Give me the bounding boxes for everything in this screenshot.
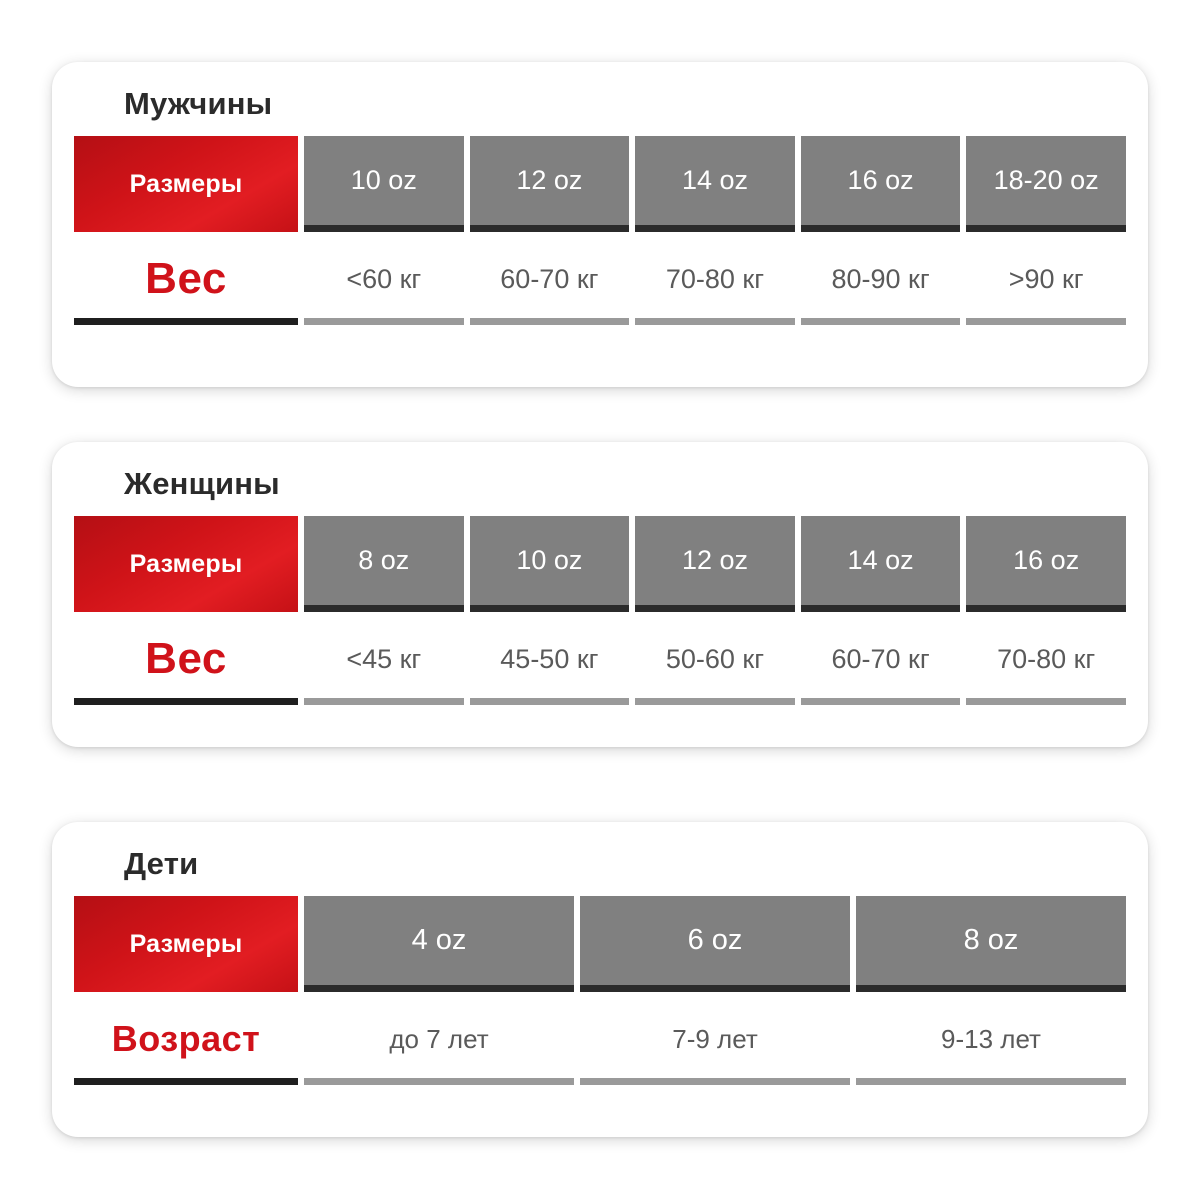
- size-cell-women-5: 16 oz: [966, 516, 1126, 612]
- size-table-card-women: [52, 442, 1148, 747]
- card-title-kids: Дети: [124, 846, 199, 881]
- size-cell-men-2: 12 oz: [470, 136, 630, 232]
- size-cell-women-3: 12 oz: [635, 516, 795, 612]
- card-title-women: Женщины: [124, 466, 280, 501]
- rule-row-kids: [74, 1078, 1126, 1085]
- size-grid-women: [74, 516, 1126, 705]
- size-cell-men-3: 14 oz: [635, 136, 795, 232]
- value-cell-men-4: 80-90 кг: [831, 263, 930, 294]
- rule-light-men-3: [635, 318, 795, 325]
- rule-dark-kids: [74, 1078, 298, 1085]
- rule-dark-women: [74, 698, 298, 705]
- value-row-women: [74, 622, 1126, 696]
- value-row-kids: [74, 1002, 1126, 1076]
- size-cell-kids-2: 6 oz: [580, 896, 850, 992]
- size-grid-kids: [74, 896, 1126, 1085]
- card-title-men: Мужчины: [124, 86, 273, 121]
- value-cell-men-3: 70-80 кг: [665, 263, 765, 294]
- rule-light-women-3: [635, 698, 795, 705]
- size-cell-kids-3: 8 oz: [856, 896, 1126, 992]
- size-cell-women-1: 8 oz: [304, 516, 464, 612]
- rule-light-women-1: [304, 698, 464, 705]
- value-cell-women-2: 45-50 кг: [500, 643, 599, 674]
- rule-light-men-4: [801, 318, 961, 325]
- value-label-men: Вес: [145, 254, 227, 303]
- size-cell-women-4: 14 oz: [801, 516, 961, 612]
- header-row-women: [74, 516, 1126, 612]
- value-label-kids: Возраст: [111, 1018, 261, 1059]
- value-label-women: Вес: [145, 634, 227, 683]
- rule-light-women-5: [966, 698, 1126, 705]
- rule-light-men-5: [966, 318, 1126, 325]
- size-cell-kids-1: 4 oz: [304, 896, 574, 992]
- size-table-card-kids: [52, 822, 1148, 1137]
- value-cell-women-5: 70-80 кг: [997, 643, 1096, 674]
- header-label-women: Размеры: [74, 516, 298, 612]
- value-cell-women-1: <45 кг: [346, 643, 422, 674]
- rule-light-kids-1: [304, 1078, 574, 1085]
- value-cell-men-2: 60-70 кг: [500, 263, 599, 294]
- value-cell-men-5: >90 кг: [1008, 263, 1084, 294]
- rule-row-men: [74, 318, 1126, 325]
- size-grid-men: [74, 136, 1126, 325]
- value-cell-men-1: <60 кг: [346, 263, 422, 294]
- rule-light-women-4: [801, 698, 961, 705]
- value-cell-kids-2: 7-9 лет: [672, 1023, 758, 1054]
- header-row-kids: [74, 896, 1126, 992]
- size-cell-men-4: 16 oz: [801, 136, 961, 232]
- rule-light-kids-3: [856, 1078, 1126, 1085]
- header-row-men: [74, 136, 1126, 232]
- value-cell-women-4: 60-70 кг: [831, 643, 930, 674]
- rule-dark-men: [74, 318, 298, 325]
- rule-light-men-2: [470, 318, 630, 325]
- value-cell-kids-1: до 7 лет: [389, 1023, 489, 1054]
- rule-light-kids-2: [580, 1078, 850, 1085]
- header-label-kids: Размеры: [74, 896, 298, 992]
- size-cell-men-5: 18-20 oz: [966, 136, 1126, 232]
- rule-light-women-2: [470, 698, 630, 705]
- rule-row-women: [74, 698, 1126, 705]
- size-cell-men-1: 10 oz: [304, 136, 464, 232]
- value-cell-kids-3: 9-13 лет: [941, 1023, 1041, 1054]
- size-cell-women-2: 10 oz: [470, 516, 630, 612]
- value-row-men: [74, 242, 1126, 316]
- header-label-men: Размеры: [74, 136, 298, 232]
- rule-light-men-1: [304, 318, 464, 325]
- value-cell-women-3: 50-60 кг: [665, 643, 765, 674]
- size-table-card-men: [52, 62, 1148, 387]
